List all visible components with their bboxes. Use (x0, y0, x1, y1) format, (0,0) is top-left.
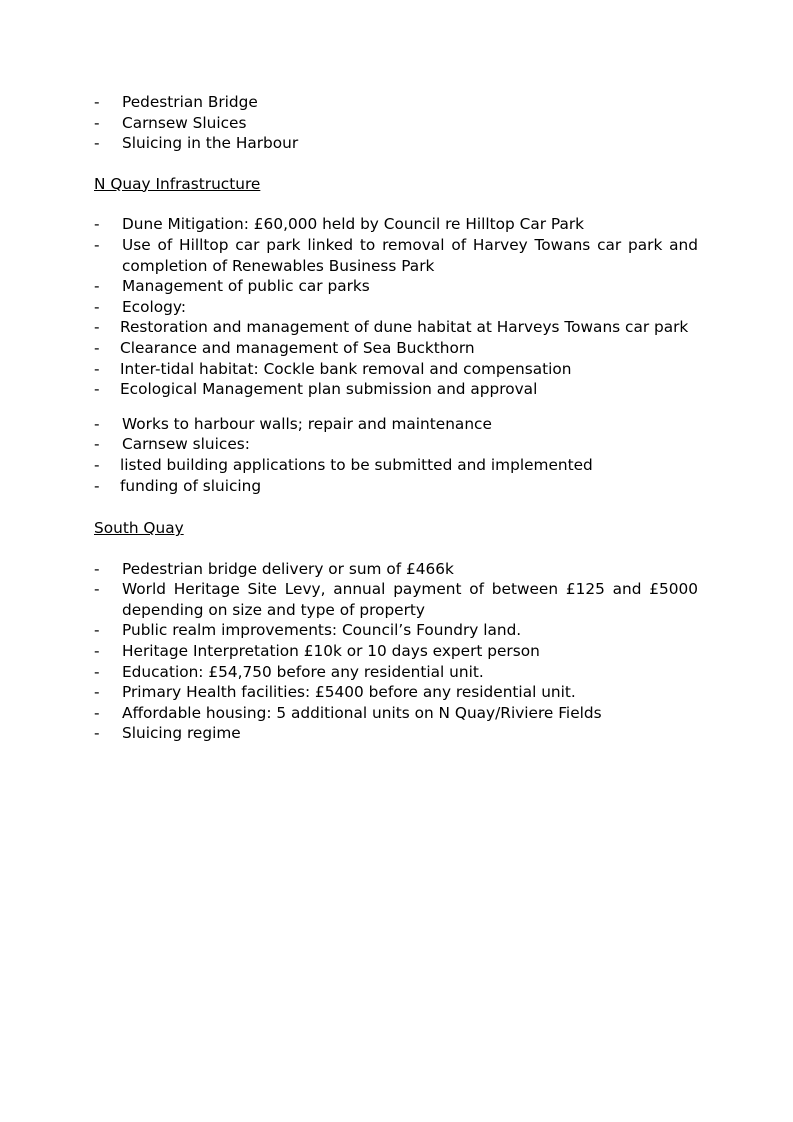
bullet-dash: - (94, 380, 100, 399)
list-item-text: Restoration and management of dune habitat at Harveys Towans car park (120, 318, 689, 337)
bullet-dash: - (94, 318, 100, 337)
section-list-n-quay-infrastructure (94, 214, 698, 496)
list-item (94, 559, 698, 580)
list-item-text: listed building applications to be submitted and implemented (120, 455, 593, 474)
list-item (94, 723, 698, 744)
list-item-text: Sluicing in the Harbour (122, 134, 299, 153)
sublist-carnsew-sluices (94, 455, 698, 496)
bullet-dash: - (94, 134, 100, 153)
bullet-dash: - (94, 113, 100, 132)
list-item-text: Use of Hilltop car park linked to removal of Harvey Towans car park and completion of Renewables Business Park (122, 235, 698, 275)
list-item (94, 338, 698, 359)
spacer (94, 539, 698, 559)
list-item (94, 92, 698, 113)
list-item (94, 297, 698, 318)
section-heading-text: South Quay (94, 519, 184, 538)
section-heading-text: N Quay Infrastructure (94, 174, 261, 193)
list-item-text: Affordable housing: 5 additional units on N Quay/Riviere Fields (122, 703, 602, 722)
list-item-text: Ecological Management plan submission and approval (120, 380, 538, 399)
list-item-text: Dune Mitigation: £60,000 held by Council re Hilltop Car Park (122, 215, 585, 234)
bullet-dash: - (94, 642, 100, 661)
section-heading-south-quay (94, 518, 698, 539)
list-item (94, 434, 698, 455)
bullet-dash: - (94, 724, 100, 743)
list-item (94, 476, 698, 497)
list-item-text: Education: £54,750 before any residential unit. (122, 662, 484, 681)
list-item-text: Carnsew Sluices (122, 113, 247, 132)
list-item-text: Ecology: (122, 297, 186, 316)
list-item-text: Sluicing regime (122, 724, 241, 743)
bullet-dash: - (94, 338, 100, 357)
document-body (94, 92, 698, 744)
bullet-dash: - (94, 703, 100, 722)
list-item (94, 113, 698, 134)
bullet-dash: - (94, 93, 100, 111)
bullet-dash: - (94, 455, 100, 474)
section-heading-n-quay-infrastructure (94, 174, 698, 195)
list-item (94, 414, 698, 435)
list-item (94, 359, 698, 380)
bullet-dash: - (94, 215, 100, 234)
list-item-text: Management of public car parks (122, 277, 370, 296)
bullet-dash: - (94, 559, 100, 578)
list-item-text: Carnsew sluices: (122, 435, 250, 454)
list-item (94, 455, 698, 476)
list-item-text: funding of sluicing (120, 476, 262, 495)
list-item-text: Works to harbour walls; repair and maintenance (122, 414, 492, 433)
list-item (94, 662, 698, 683)
sublist-ecology (94, 317, 698, 399)
list-item (94, 133, 698, 154)
bullet-dash: - (94, 235, 100, 254)
list-item (94, 214, 698, 235)
list-item-text: Clearance and management of Sea Buckthorn (120, 338, 475, 357)
list-item (94, 620, 698, 641)
list-item-text: Inter-tidal habitat: Cockle bank removal and compensation (120, 359, 572, 378)
bullet-dash: - (94, 662, 100, 681)
list-item-text: Pedestrian bridge delivery or sum of £466k (122, 559, 454, 578)
list-item-text: Heritage Interpretation £10k or 10 days expert person (122, 642, 540, 661)
list-item (94, 379, 698, 400)
bullet-dash: - (94, 359, 100, 378)
list-item-text: Primary Health facilities: £5400 before any residential unit. (122, 683, 576, 702)
bullet-dash: - (94, 580, 100, 599)
section-list-south-quay (94, 559, 698, 744)
bullet-dash: - (94, 414, 100, 433)
list-item (94, 641, 698, 662)
spacer (94, 400, 698, 414)
list-item (94, 276, 698, 297)
spacer (94, 194, 698, 214)
list-item (94, 703, 698, 724)
list-item (94, 317, 698, 338)
bullet-dash: - (94, 435, 100, 454)
list-item (94, 235, 698, 276)
bullet-dash: - (94, 277, 100, 296)
list-item-text: Public realm improvements: Council’s Foundry land. (122, 621, 522, 640)
spacer (94, 496, 698, 518)
bullet-dash: - (94, 683, 100, 702)
list-item (94, 579, 698, 620)
list-item-text: Pedestrian Bridge (122, 93, 258, 111)
list-item-text: World Heritage Site Levy, annual payment of between £125 and £5000 depending on size and type of property (122, 580, 698, 619)
spacer (94, 154, 698, 174)
list-item (94, 682, 698, 703)
bullet-dash: - (94, 297, 100, 316)
bullet-dash: - (94, 621, 100, 640)
bullet-dash: - (94, 476, 100, 495)
top-list (94, 92, 698, 154)
